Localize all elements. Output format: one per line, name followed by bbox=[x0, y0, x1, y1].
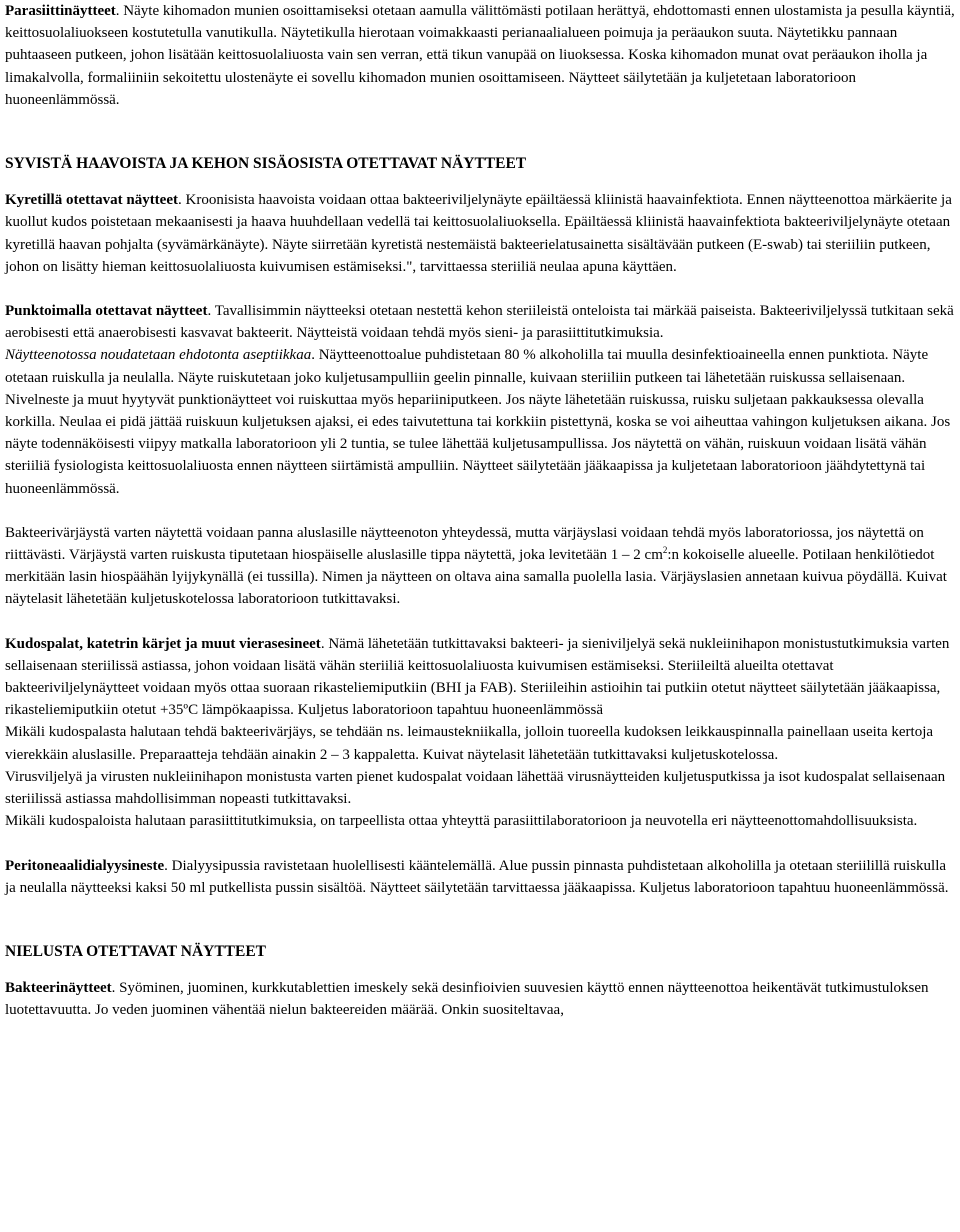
paragraph-peritoneal-fluid bbox=[5, 855, 956, 899]
paragraph-curette-samples bbox=[5, 189, 956, 278]
parasite-samples-text: . Näyte kihomadon munien osoittamiseksi otetaan aamulla välittömästi potilaan herättyä, ehdottomasti ennen ulostamista ja pesulla käyntiä, keittosuolaliuokseen kostutetulla vanutikulla. Näytetikulla hierotaan voimakkaasti perianaalialueen poimuja ja peräaukon suuta. Näytetikku pannaan puhtaaseen putkeen, johon lisätään keittosuolaliuosta vain sen verran, että tikun vanupää on liuoksessa. Koska kihomadon munat ovat peräaukon iholla ja limakalvolla, formaliiniin sekoitettu ulostenäyte ei sovellu kihomadon munien osoittamiseen. Näytteet säilytetään ja kuljetetaan laboratorioon huoneenlämmössä. bbox=[5, 3, 955, 108]
curette-samples-text: . Kroonisista haavoista voidaan ottaa bakteeriviljelynäyte epäiltäessä kliinistä haavainfektiota. Ennen näytteenottoa märkäerite ja kuollut kudos poistetaan mekaanisesti ja haava huuhdellaan vedellä tai keittosuolaliuoksella. Epäiltäessä kliinistä haavainfektiota bakteeriviljelynäyte otetaan kyretillä haavan pohjalta (syvämärkänäyte). Näyte siirretään kyretistä nestemäistä bakteerielatusainetta sisältävään putkeen (E-swab) tai steriiliin putkeen, johon on lisätty hieman keittosuolaliuosta kuivumisen estämiseksi.", tarvittaessa steriiliä neulaa apuna käyttäen. bbox=[5, 192, 952, 275]
superscript-2: 2 bbox=[662, 545, 668, 556]
bacterial-samples-heading: Bakteerinäytteet bbox=[5, 980, 112, 997]
curette-samples-heading: Kyretillä otettavat näytteet bbox=[5, 192, 178, 209]
staining-text-2: :n kokoiselle alueelle. Potilaan henkilötiedot merkitään lasin hiospäähän lyijykynällä (ei tussilla). Nimen ja näytteen on oltava aina samalla puolella lasia. Värjäyslasien annetaan kuivua pöydällä. Kuivat näytelasit lähetetään kuljetuskotelossa laboratorioon tutkittavaksi. bbox=[5, 547, 947, 608]
tissue-virus-text: Virusviljelyä ja virusten nukleiinihapon monistusta varten pienet kudospalat voidaan lähettää virusnäytteiden kuljetusputkissa ja isot kudospalat sellaisenaan steriilissä astiassa mahdollisimman nopeasti tutkittavaksi. bbox=[5, 768, 946, 808]
tissue-staining-text: Mikäli kudospalasta halutaan tehdä bakteerivärjäys, se tehdään ns. leimaustekniikalla, jolloin tuoreella kudoksen leikkauspinnalla painellaan useita kertoja vierekkäin aluslasille. Preparaatteja tehdään ainakin 2 – 3 kappaletta. Kuivat näytelasit lähetetään tutkittavaksi kuljetuskotelossa. bbox=[5, 724, 934, 763]
peritoneal-fluid-text: . Dialyysipussia ravistetaan huolellisesti kääntelemällä. Alue pussin pinnasta puhdistetaan alkoholilla ja otetaan steriilillä ruiskulla ja neulalla näytteeksi kaksi 50 ml putkellista pussin sisältöä. Näytteet säilytetään tarvittaessa jääkaapissa. Kuljetus laboratorioon tapahtuu huoneenlämmössä. bbox=[5, 857, 949, 896]
parasite-samples-heading: Parasiittinäytteet bbox=[5, 3, 116, 19]
paragraph-bacterial-samples bbox=[5, 977, 956, 1021]
puncture-samples-text-2: . Näytteenottoalue puhdistetaan 80 % alkoholilla tai muulla desinfektioaineella ennen punktiota. Näyte otetaan ruiskulla ja neulalla. Näyte ruiskutetaan joko kuljetusampulliin geelin pinnalle, kuivaan steriiliin putkeen tai lähetetään ruiskussa sellaisenaan. Nivelneste ja muut hyytyvät punktionäytteet voi ruiskuttaa myös hepariiniputkeen. Jos näyte lähetetään ruiskussa, ruisku suljetaan pakkauksessa olevalla korkilla. Neulaa ei pidä jättää ruiskuun kuljetuksen ajaksi, ei edes taivutettuna tai korkkiin pistettynä, koska se voi aiheuttaa vahingon kuljetuksen aikana. Jos näyte todennäköisesti viipyy matkalla laboratorioon yli 2 tuntia, se tulee lähettää kuljetusampullissa. Jos näytettä on vähän, ruiskuun voidaan lisätä vähän steriiliä fysiologista keittosuolaliuosta ennen näytteen siirtämistä ampulliin. Näytteet säilytetään jääkaapissa ja kuljetetaan laboratorioon jäähdytettynä tai huoneenlämmössä. bbox=[5, 347, 951, 497]
tissue-samples-text: . Nämä lähetetään tutkittavaksi bakteeri- ja sieniviljelyä sekä nukleiinihapon monistustutkimuksia varten sellaisenaan steriilissä astiassa, johon voidaan lisätä vähän steriiliä keittosuolaliuosta kuivumisen estämiseksi. Steriileiltä alueilta otettavat bakteeriviljelynäytteet voidaan myös ottaa suoraan rikasteliemiputkiin (BHI ja FAB). Steriileihin astioihin tai putkiin otetut näytteet säilytetään jääkaapissa, rikasteliemiputkiin otetut +35ºC lämpökaapissa. Kuljetus laboratorioon tapahtuu huoneenlämmössä bbox=[5, 635, 950, 719]
staining-text: Bakteerivärjäystä varten näytettä voidaan panna aluslasille näytteenoton yhteydessä, mutta värjäyslasi voidaan tehdä myös laboratoriossa, jos näytettä on riittävästi. Värjäystä varten ruiskusta tiputetaan hiospäiselle aluslasille tippa näytettä, joka levitetään 1 – 2 cm bbox=[5, 524, 924, 564]
paragraph-tissue-samples bbox=[5, 633, 956, 833]
paragraph-puncture-samples bbox=[5, 300, 956, 500]
bacterial-samples-text: . Syöminen, juominen, kurkkutablettien imeskely sekä desinfioivien suuvesien käyttö ennen näytteenottoa heikentävät tutkimustuloksen luotettavuutta. Jo veden juominen vähentää nielun bakteereiden määrää. Onkin suositeltavaa, bbox=[5, 980, 929, 1019]
paragraph-bacterial-staining bbox=[5, 522, 956, 611]
section-heading-throat-samples: NIELUSTA OTETTAVAT NÄYTTEET bbox=[5, 942, 267, 960]
puncture-samples-text: . Tavallisimmin näytteeksi otetaan nestettä kehon steriileistä onteloista tai märkää paiseista. Bakteeriviljelyssä tutkitaan sekä aerobisesti että anaerobisesti kasvavat bakteerit. Näytteistä voidaan tehdä myös sieni- ja parasiittitutkimuksia. bbox=[5, 303, 954, 342]
section-heading-deep-wounds: SYVISTÄ HAAVOISTA JA KEHON SISÄOSISTA OTETTAVAT NÄYTTEET bbox=[5, 155, 527, 173]
tissue-samples-heading: Kudospalat, katetrin kärjet ja muut vierasesineet bbox=[5, 635, 321, 652]
peritoneal-fluid-heading: Peritoneaalidialyysineste bbox=[5, 857, 165, 874]
asepsis-note: Näytteenotossa noudatetaan ehdotonta aseptiikkaa bbox=[5, 347, 312, 364]
puncture-samples-heading: Punktoimalla otettavat näytteet bbox=[5, 303, 208, 320]
tissue-parasite-text: Mikäli kudospaloista halutaan parasiittitutkimuksia, on tarpeellista ottaa yhteyttä parasiittilaboratorioon ja neuvotella eri näytteenottomahdollisuuksista. bbox=[5, 813, 918, 830]
paragraph-parasite-samples bbox=[5, 0, 956, 111]
